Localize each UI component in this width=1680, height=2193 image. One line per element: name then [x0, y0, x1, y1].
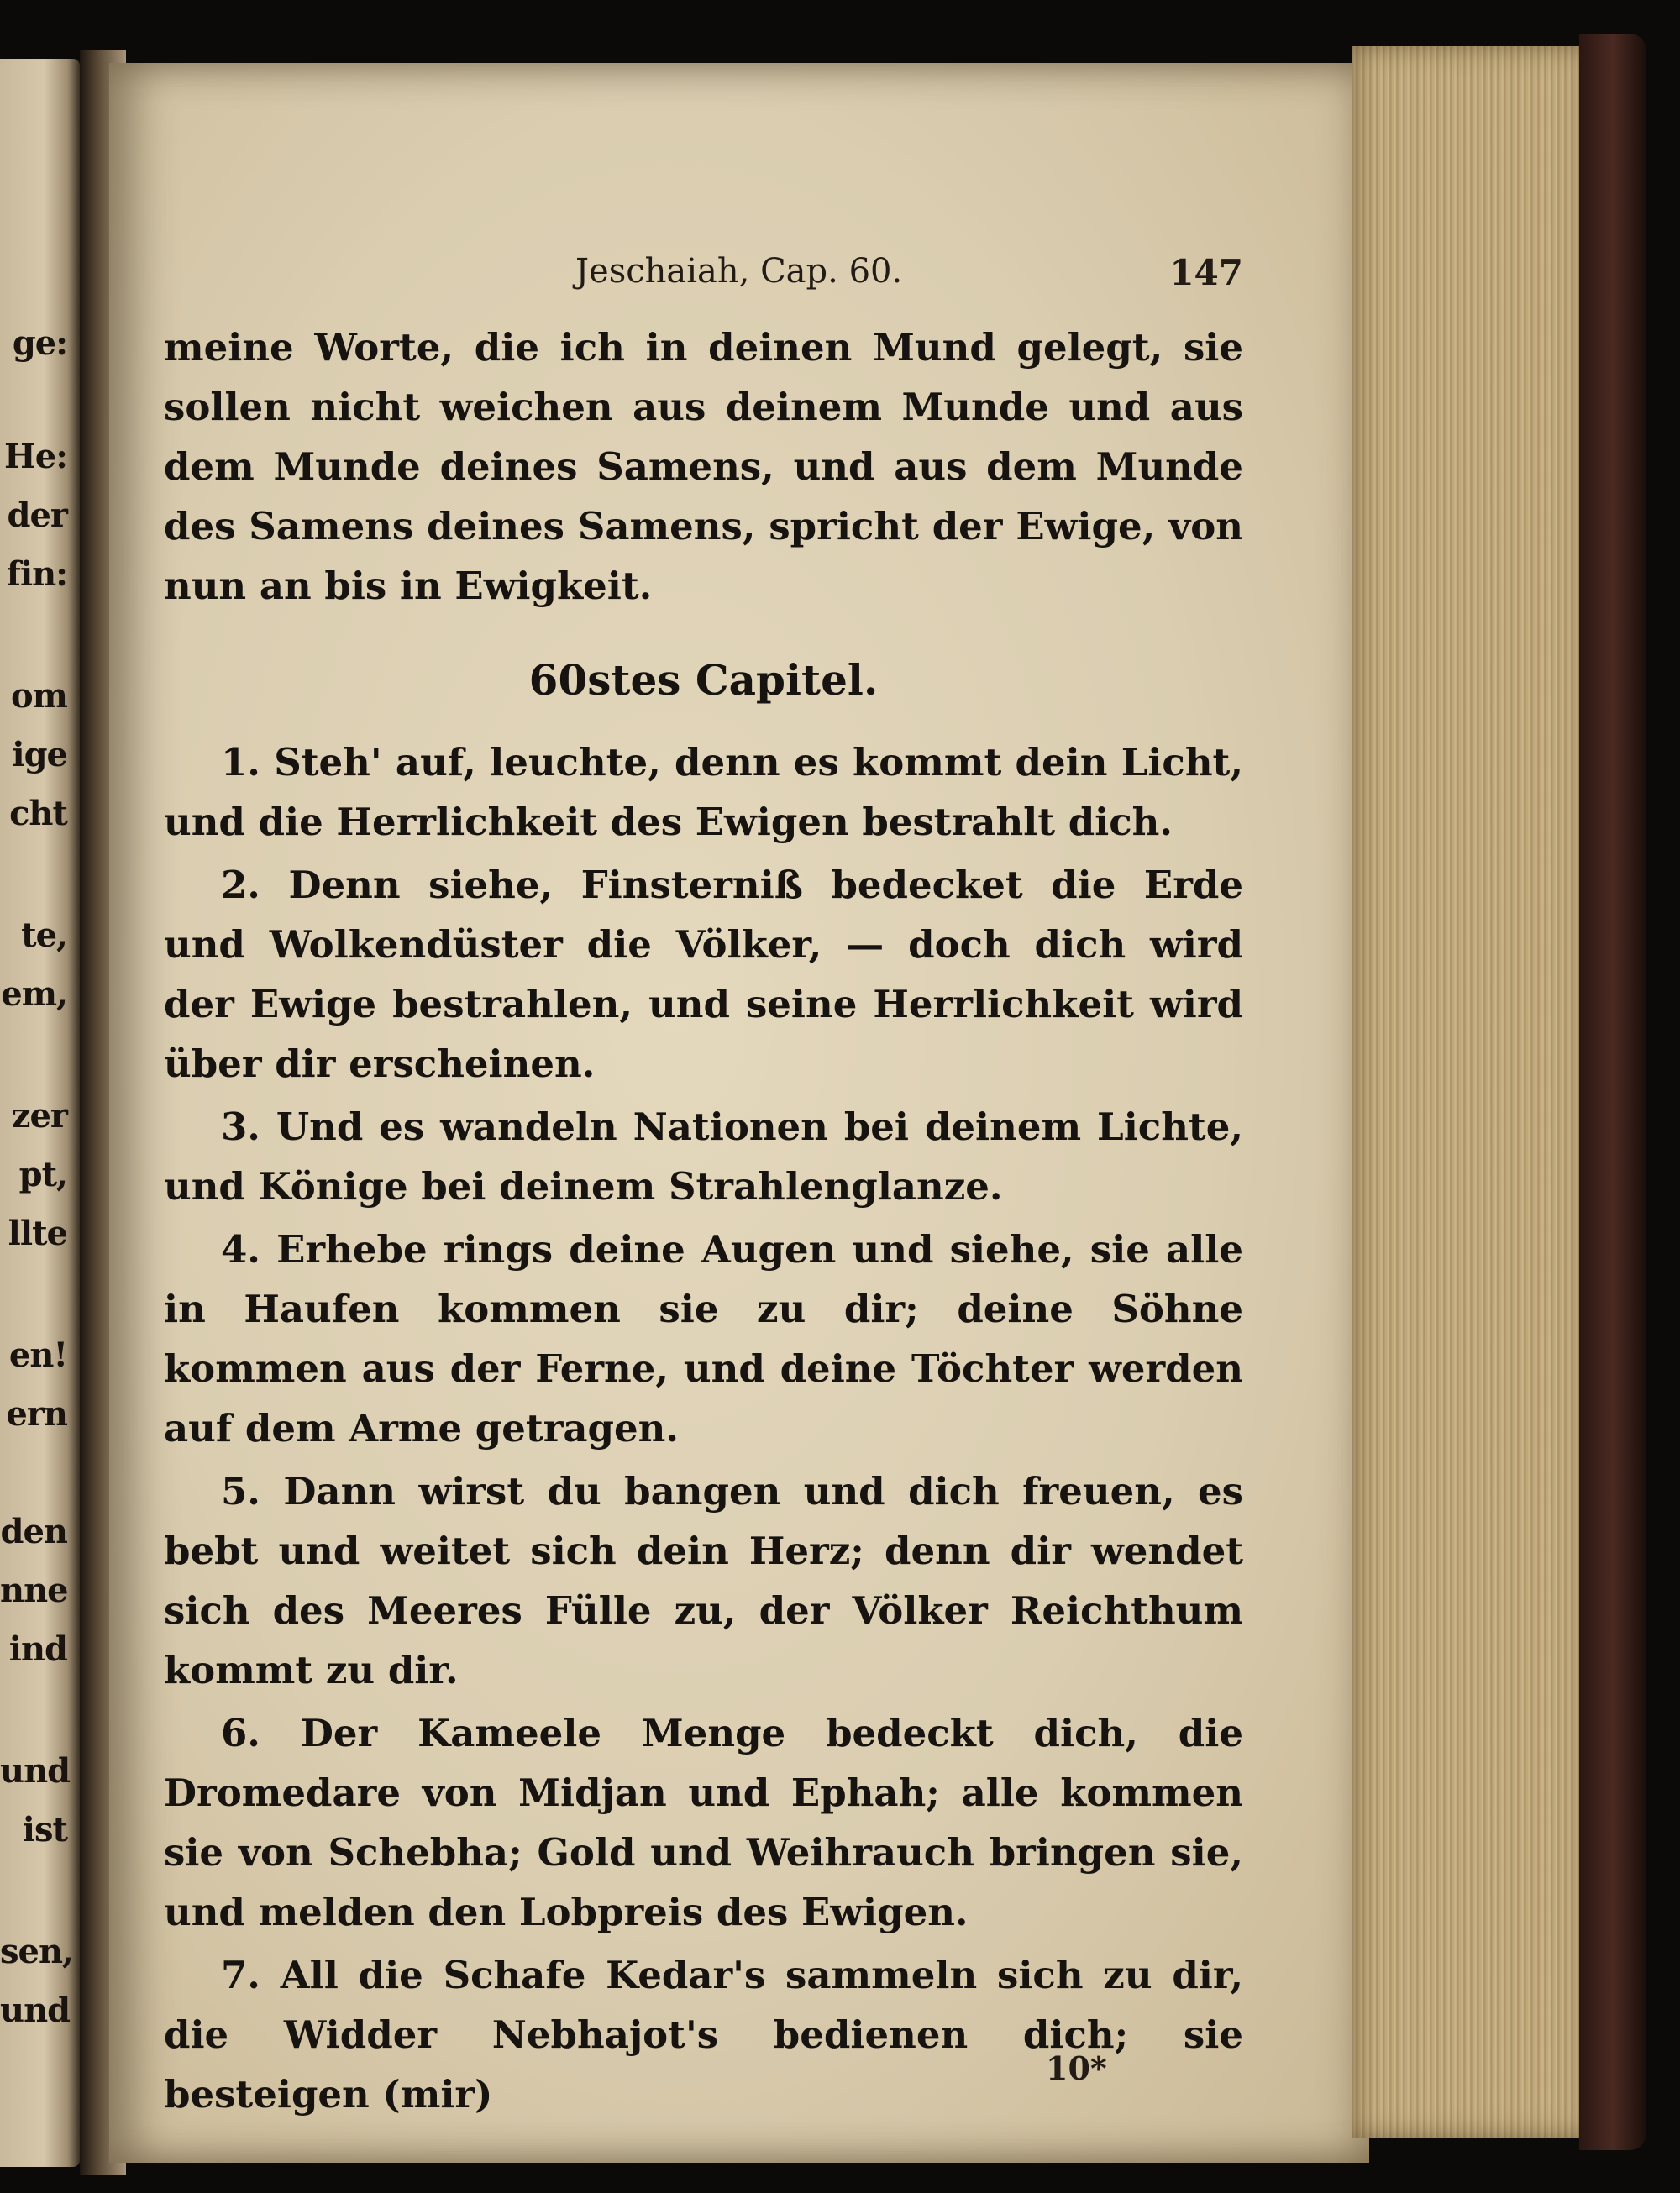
- left-page-fragment: der: [7, 496, 67, 535]
- opening-paragraph: meine Worte, die ich in deinen Mund gelegt, sie sollen nicht weichen aus deinem Munde und aus dem Munde deines Samens, und aus dem Munde des Samens deines Samens, spricht der Ewige, von nun an bis in Ewigkeit.: [164, 325, 1243, 608]
- left-page-fragment: te,: [21, 915, 67, 955]
- verse-1: 1. Steh' auf, leuchte, denn es kommt dein Licht, und die Herrlichkeit des Ewigen bestrahlt dich.: [164, 740, 1243, 844]
- left-page-fragment: ige: [12, 735, 67, 774]
- left-page-fragment: om: [10, 676, 67, 716]
- chapter-heading: 60stes Capitel.: [528, 655, 879, 705]
- verses-block: [164, 732, 1243, 2124]
- page-number: 147: [1169, 252, 1243, 293]
- left-page-fragment: pt,: [18, 1155, 67, 1194]
- verse-3: 3. Und es wandeln Nationen bei deinem Lichte, und Könige bei deinem Strahlenglanze.: [164, 1104, 1243, 1209]
- left-page-fragment: ist: [22, 1810, 67, 1849]
- left-page-fragment: zer: [11, 1096, 67, 1136]
- left-page-fragment: ge:: [12, 323, 67, 363]
- left-page-fragment: em,: [1, 974, 67, 1014]
- verse-2: 2. Denn siehe, Finsterniß bedecket die Erde und Wolkendüster die Völker, — doch dich wird der Ewige bestrahlen, und seine Herrlichkeit wird über dir erscheinen.: [164, 863, 1243, 1086]
- opening-paragraph-block: [164, 317, 1243, 616]
- left-page-fragment: llte: [8, 1214, 67, 1253]
- signature-mark: 10*: [1046, 2049, 1107, 2087]
- running-head-title: Jeschaiah, Cap. 60.: [575, 252, 903, 291]
- page-edges: [1352, 46, 1588, 2138]
- verse-4: 4. Erhebe rings deine Augen und siehe, sie alle in Haufen kommen sie zu dir; deine Söhne kommen aus der Ferne, und deine Töchter werden auf dem Arme getragen.: [164, 1227, 1243, 1451]
- left-page-fragment: ern: [6, 1394, 67, 1434]
- book-cover-edge: [1579, 34, 1646, 2150]
- left-page-fragment: He:: [3, 437, 67, 476]
- left-page-fragment: und: [0, 1751, 71, 1791]
- verse-7: 7. All die Schafe Kedar's sammeln sich zu dir, die Widder Nebhajot's bedienen dich; sie besteigen (mir): [164, 1953, 1243, 2117]
- left-page-fragment: sen,: [0, 1932, 73, 1971]
- verse-6: 6. Der Kameele Menge bedeckt dich, die Dromedare von Midjan und Ephah; alle kommen sie von Schebha; Gold und Weihrauch bringen sie, und melden den Lobpreis des Ewigen.: [164, 1711, 1243, 1934]
- running-head: [164, 252, 1243, 302]
- left-page-fragment: nne: [0, 1571, 68, 1610]
- left-facing-page: [0, 59, 80, 2167]
- verse-5: 5. Dann wirst du bangen und dich freuen, es bebt und weitet sich dein Herz; denn dir wendet sich des Meeres Fülle zu, der Völker Reichthum kommt zu dir.: [164, 1469, 1243, 1692]
- left-page-fragment: en!: [8, 1335, 67, 1375]
- left-page-fragment: fin:: [6, 554, 67, 594]
- left-page-fragment: cht: [9, 794, 67, 833]
- left-page-fragment: und: [0, 1991, 71, 2030]
- left-page-fragment: den: [0, 1512, 67, 1551]
- left-page-fragment: ind: [8, 1629, 67, 1669]
